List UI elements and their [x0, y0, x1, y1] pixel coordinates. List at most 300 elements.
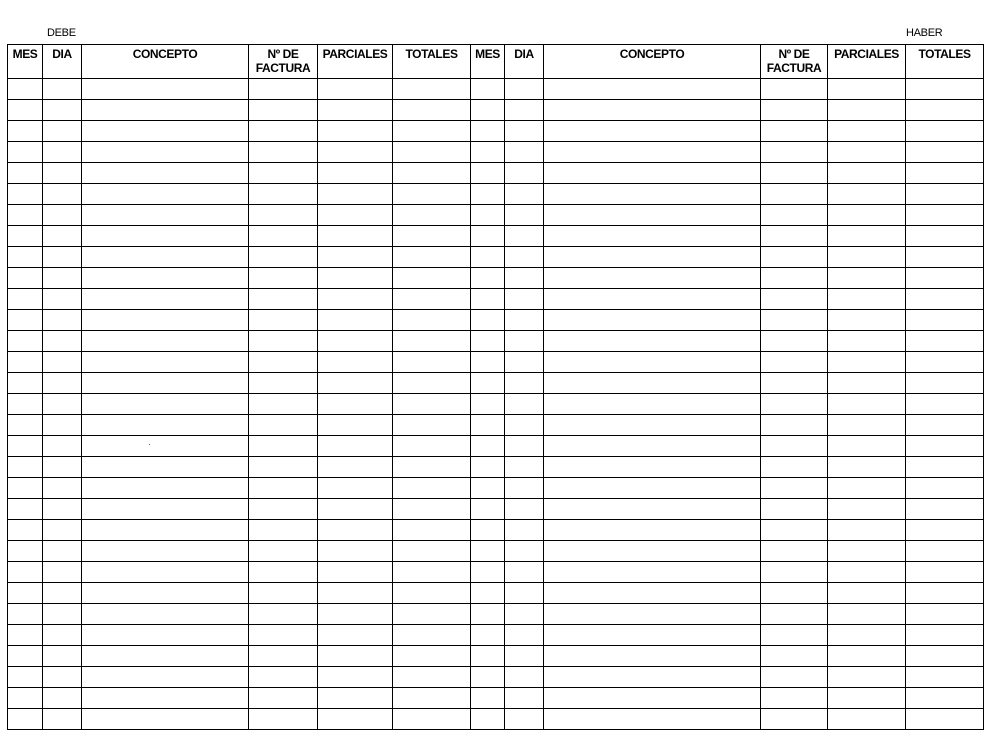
table-cell[interactable] [318, 436, 393, 457]
table-cell[interactable] [471, 625, 505, 646]
table-cell[interactable] [906, 520, 984, 541]
table-cell[interactable] [8, 289, 43, 310]
table-cell[interactable] [505, 436, 544, 457]
table-cell[interactable] [8, 268, 43, 289]
table-cell[interactable] [249, 478, 318, 499]
table-cell[interactable] [906, 121, 984, 142]
table-cell[interactable] [828, 226, 906, 247]
table-cell[interactable] [318, 163, 393, 184]
table-cell[interactable] [505, 457, 544, 478]
table-cell[interactable] [544, 100, 761, 121]
table-cell[interactable] [318, 604, 393, 625]
table-cell[interactable] [82, 394, 249, 415]
table-cell[interactable] [82, 226, 249, 247]
table-cell[interactable] [82, 583, 249, 604]
table-cell[interactable] [828, 709, 906, 730]
table-cell[interactable] [393, 415, 471, 436]
table-cell[interactable] [393, 394, 471, 415]
table-cell[interactable] [249, 709, 318, 730]
table-cell[interactable] [906, 562, 984, 583]
table-cell[interactable] [761, 562, 828, 583]
table-cell[interactable] [505, 604, 544, 625]
table-cell[interactable] [828, 394, 906, 415]
table-cell[interactable] [761, 604, 828, 625]
table-cell[interactable] [471, 79, 505, 100]
table-cell[interactable] [82, 667, 249, 688]
table-cell[interactable] [249, 289, 318, 310]
table-cell[interactable] [828, 457, 906, 478]
table-cell[interactable] [544, 352, 761, 373]
table-cell[interactable] [43, 499, 82, 520]
table-cell[interactable] [393, 709, 471, 730]
table-cell[interactable] [544, 226, 761, 247]
table-cell[interactable] [249, 142, 318, 163]
table-cell[interactable] [43, 226, 82, 247]
table-cell[interactable] [8, 100, 43, 121]
table-cell[interactable] [393, 457, 471, 478]
table-cell[interactable] [393, 646, 471, 667]
table-cell[interactable] [393, 79, 471, 100]
table-cell[interactable] [318, 184, 393, 205]
table-cell[interactable] [43, 121, 82, 142]
table-cell[interactable] [761, 688, 828, 709]
table-cell[interactable] [828, 268, 906, 289]
table-cell[interactable] [318, 667, 393, 688]
table-cell[interactable] [505, 289, 544, 310]
table-cell[interactable] [82, 79, 249, 100]
table-cell[interactable] [544, 562, 761, 583]
table-cell[interactable] [828, 646, 906, 667]
table-cell[interactable] [761, 163, 828, 184]
table-cell[interactable] [318, 121, 393, 142]
table-cell[interactable] [828, 163, 906, 184]
table-cell[interactable] [318, 625, 393, 646]
table-cell[interactable] [471, 310, 505, 331]
table-cell[interactable] [828, 499, 906, 520]
table-cell[interactable] [393, 436, 471, 457]
table-cell[interactable] [471, 520, 505, 541]
table-cell[interactable] [8, 457, 43, 478]
table-cell[interactable] [544, 79, 761, 100]
table-cell[interactable] [8, 163, 43, 184]
table-cell[interactable] [249, 184, 318, 205]
table-cell[interactable] [828, 604, 906, 625]
table-cell[interactable] [249, 121, 318, 142]
table-cell[interactable] [393, 100, 471, 121]
table-cell[interactable] [828, 184, 906, 205]
table-cell[interactable] [43, 478, 82, 499]
table-cell[interactable] [249, 541, 318, 562]
table-cell[interactable] [82, 247, 249, 268]
table-cell[interactable] [8, 205, 43, 226]
table-cell[interactable] [393, 268, 471, 289]
table-cell[interactable] [471, 142, 505, 163]
table-cell[interactable] [249, 268, 318, 289]
table-cell[interactable] [761, 457, 828, 478]
table-cell[interactable] [249, 79, 318, 100]
table-cell[interactable] [828, 478, 906, 499]
table-cell[interactable] [505, 709, 544, 730]
table-cell[interactable] [82, 373, 249, 394]
table-cell[interactable] [249, 226, 318, 247]
table-cell[interactable] [43, 688, 82, 709]
table-cell[interactable] [249, 646, 318, 667]
table-cell[interactable] [505, 184, 544, 205]
table-cell[interactable] [471, 268, 505, 289]
table-cell[interactable] [318, 268, 393, 289]
table-cell[interactable] [249, 583, 318, 604]
table-cell[interactable] [505, 646, 544, 667]
table-cell[interactable] [43, 268, 82, 289]
table-cell[interactable] [8, 331, 43, 352]
table-cell[interactable] [318, 100, 393, 121]
table-cell[interactable] [471, 121, 505, 142]
table-cell[interactable] [8, 625, 43, 646]
table-cell[interactable] [82, 352, 249, 373]
table-cell[interactable] [82, 625, 249, 646]
table-cell[interactable] [761, 226, 828, 247]
table-cell[interactable] [318, 79, 393, 100]
table-cell[interactable] [544, 688, 761, 709]
table-cell[interactable] [544, 478, 761, 499]
table-cell[interactable] [471, 436, 505, 457]
table-cell[interactable] [906, 688, 984, 709]
table-cell[interactable] [828, 205, 906, 226]
table-cell[interactable] [828, 247, 906, 268]
table-cell[interactable] [43, 541, 82, 562]
table-cell[interactable] [82, 184, 249, 205]
table-cell[interactable] [82, 310, 249, 331]
table-cell[interactable] [544, 184, 761, 205]
table-cell[interactable] [544, 268, 761, 289]
table-cell[interactable] [761, 520, 828, 541]
table-cell[interactable] [505, 310, 544, 331]
table-cell[interactable] [318, 688, 393, 709]
table-cell[interactable] [471, 457, 505, 478]
table-cell[interactable] [8, 604, 43, 625]
table-cell[interactable] [761, 436, 828, 457]
table-cell[interactable] [505, 142, 544, 163]
table-cell[interactable] [544, 247, 761, 268]
table-cell[interactable] [249, 205, 318, 226]
table-cell[interactable] [906, 79, 984, 100]
table-cell[interactable] [82, 121, 249, 142]
table-cell[interactable] [8, 667, 43, 688]
table-cell[interactable] [8, 646, 43, 667]
table-cell[interactable] [544, 583, 761, 604]
table-cell[interactable] [505, 163, 544, 184]
table-cell[interactable] [505, 352, 544, 373]
table-cell[interactable] [8, 184, 43, 205]
table-cell[interactable] [906, 373, 984, 394]
table-cell[interactable] [761, 394, 828, 415]
table-cell[interactable] [43, 289, 82, 310]
table-cell[interactable] [82, 100, 249, 121]
table-cell[interactable] [471, 352, 505, 373]
table-cell[interactable] [8, 583, 43, 604]
table-cell[interactable] [249, 562, 318, 583]
table-cell[interactable] [393, 289, 471, 310]
table-cell[interactable] [318, 142, 393, 163]
table-cell[interactable] [906, 268, 984, 289]
table-cell[interactable] [505, 415, 544, 436]
table-cell[interactable] [544, 142, 761, 163]
table-cell[interactable] [8, 247, 43, 268]
table-cell[interactable] [8, 520, 43, 541]
table-cell[interactable] [249, 667, 318, 688]
table-cell[interactable] [906, 415, 984, 436]
table-cell[interactable] [471, 646, 505, 667]
table-cell[interactable] [828, 100, 906, 121]
table-cell[interactable] [249, 688, 318, 709]
table-cell[interactable] [43, 205, 82, 226]
table-cell[interactable] [43, 163, 82, 184]
table-cell[interactable] [8, 709, 43, 730]
table-cell[interactable] [82, 415, 249, 436]
table-cell[interactable] [828, 625, 906, 646]
table-cell[interactable] [544, 163, 761, 184]
table-cell[interactable] [761, 499, 828, 520]
table-cell[interactable] [505, 268, 544, 289]
table-cell[interactable] [82, 499, 249, 520]
table-cell[interactable] [43, 415, 82, 436]
table-cell[interactable] [393, 562, 471, 583]
table-cell[interactable] [82, 142, 249, 163]
table-cell[interactable] [761, 79, 828, 100]
table-cell[interactable] [8, 541, 43, 562]
table-cell[interactable] [43, 646, 82, 667]
table-cell[interactable] [249, 247, 318, 268]
table-cell[interactable] [828, 541, 906, 562]
table-cell[interactable] [43, 79, 82, 100]
table-cell[interactable] [505, 79, 544, 100]
table-cell[interactable] [906, 541, 984, 562]
table-cell[interactable] [8, 415, 43, 436]
table-cell[interactable] [544, 625, 761, 646]
table-cell[interactable] [471, 184, 505, 205]
table-cell[interactable] [828, 520, 906, 541]
table-cell[interactable] [906, 142, 984, 163]
table-cell[interactable] [828, 331, 906, 352]
table-cell[interactable] [471, 247, 505, 268]
table-cell[interactable] [471, 688, 505, 709]
table-cell[interactable] [471, 667, 505, 688]
table-cell[interactable] [43, 604, 82, 625]
table-cell[interactable] [544, 520, 761, 541]
table-cell[interactable] [906, 100, 984, 121]
table-cell[interactable] [43, 310, 82, 331]
table-cell[interactable] [249, 625, 318, 646]
table-cell[interactable] [544, 541, 761, 562]
table-cell[interactable] [544, 646, 761, 667]
table-cell[interactable] [8, 79, 43, 100]
table-cell[interactable] [43, 709, 82, 730]
table-cell[interactable] [82, 562, 249, 583]
table-cell[interactable] [82, 163, 249, 184]
table-cell[interactable] [544, 394, 761, 415]
table-cell[interactable] [544, 436, 761, 457]
table-cell[interactable] [82, 520, 249, 541]
table-cell[interactable] [471, 394, 505, 415]
table-cell[interactable] [318, 541, 393, 562]
table-cell[interactable] [8, 499, 43, 520]
table-cell[interactable] [828, 583, 906, 604]
table-cell[interactable] [906, 331, 984, 352]
table-cell[interactable] [544, 205, 761, 226]
table-cell[interactable] [761, 247, 828, 268]
table-cell[interactable] [471, 583, 505, 604]
table-cell[interactable] [544, 310, 761, 331]
table-cell[interactable] [249, 163, 318, 184]
table-cell[interactable] [505, 478, 544, 499]
table-cell[interactable] [505, 100, 544, 121]
table-cell[interactable] [544, 499, 761, 520]
table-cell[interactable] [828, 667, 906, 688]
table-cell[interactable] [761, 268, 828, 289]
table-cell[interactable] [82, 688, 249, 709]
table-cell[interactable] [828, 562, 906, 583]
table-cell[interactable] [471, 478, 505, 499]
table-cell[interactable] [471, 373, 505, 394]
table-cell[interactable] [828, 352, 906, 373]
table-cell[interactable] [318, 499, 393, 520]
table-cell[interactable] [318, 562, 393, 583]
table-cell[interactable] [393, 352, 471, 373]
table-cell[interactable] [761, 709, 828, 730]
table-cell[interactable] [318, 709, 393, 730]
table-cell[interactable] [318, 289, 393, 310]
table-cell[interactable] [471, 226, 505, 247]
table-cell[interactable] [393, 520, 471, 541]
table-cell[interactable] [906, 667, 984, 688]
table-cell[interactable] [82, 205, 249, 226]
table-cell[interactable] [8, 142, 43, 163]
table-cell[interactable] [393, 331, 471, 352]
table-cell[interactable] [471, 709, 505, 730]
table-cell[interactable] [393, 184, 471, 205]
table-cell[interactable] [318, 415, 393, 436]
table-cell[interactable] [43, 184, 82, 205]
table-cell[interactable] [828, 436, 906, 457]
table-cell[interactable] [828, 121, 906, 142]
table-cell[interactable] [82, 478, 249, 499]
table-cell[interactable] [318, 520, 393, 541]
table-cell[interactable] [82, 709, 249, 730]
table-cell[interactable] [318, 478, 393, 499]
table-cell[interactable] [906, 289, 984, 310]
table-cell[interactable] [318, 373, 393, 394]
table-cell[interactable] [8, 310, 43, 331]
table-cell[interactable] [8, 352, 43, 373]
table-cell[interactable] [43, 625, 82, 646]
table-cell[interactable] [505, 667, 544, 688]
table-cell[interactable] [393, 583, 471, 604]
table-cell[interactable] [544, 604, 761, 625]
table-cell[interactable] [906, 478, 984, 499]
table-cell[interactable] [318, 226, 393, 247]
table-cell[interactable] [906, 184, 984, 205]
table-cell[interactable] [43, 352, 82, 373]
table-cell[interactable] [82, 646, 249, 667]
table-cell[interactable] [8, 688, 43, 709]
table-cell[interactable] [249, 331, 318, 352]
table-cell[interactable] [393, 142, 471, 163]
table-cell[interactable] [43, 100, 82, 121]
table-cell[interactable] [393, 226, 471, 247]
table-cell[interactable] [393, 541, 471, 562]
table-cell[interactable] [393, 604, 471, 625]
table-cell[interactable] [393, 373, 471, 394]
table-cell[interactable] [249, 520, 318, 541]
table-cell[interactable] [505, 373, 544, 394]
table-cell[interactable] [906, 310, 984, 331]
table-cell[interactable] [828, 289, 906, 310]
table-cell[interactable] [828, 142, 906, 163]
table-cell[interactable] [8, 436, 43, 457]
table-cell[interactable] [249, 100, 318, 121]
table-cell[interactable] [43, 247, 82, 268]
table-cell[interactable] [505, 688, 544, 709]
table-cell[interactable] [471, 289, 505, 310]
table-cell[interactable] [393, 247, 471, 268]
table-cell[interactable] [318, 331, 393, 352]
table-cell[interactable] [318, 457, 393, 478]
table-cell[interactable] [82, 331, 249, 352]
table-cell[interactable] [761, 100, 828, 121]
table-cell[interactable] [505, 625, 544, 646]
table-cell[interactable] [8, 226, 43, 247]
table-cell[interactable] [249, 310, 318, 331]
table-cell[interactable] [544, 457, 761, 478]
table-cell[interactable] [761, 184, 828, 205]
table-cell[interactable] [505, 583, 544, 604]
table-cell[interactable] [761, 625, 828, 646]
table-cell[interactable] [761, 142, 828, 163]
table-cell[interactable] [43, 436, 82, 457]
table-cell[interactable] [8, 394, 43, 415]
table-cell[interactable] [393, 121, 471, 142]
table-cell[interactable] [393, 205, 471, 226]
table-cell[interactable] [544, 373, 761, 394]
table-cell[interactable] [393, 478, 471, 499]
table-cell[interactable] [471, 205, 505, 226]
table-cell[interactable] [249, 436, 318, 457]
table-cell[interactable] [544, 667, 761, 688]
table-cell[interactable] [249, 457, 318, 478]
table-cell[interactable] [505, 541, 544, 562]
table-cell[interactable] [471, 541, 505, 562]
table-cell[interactable] [505, 499, 544, 520]
table-cell[interactable] [43, 583, 82, 604]
table-cell[interactable] [906, 352, 984, 373]
table-cell[interactable] [544, 121, 761, 142]
table-cell[interactable] [761, 478, 828, 499]
table-cell[interactable] [82, 604, 249, 625]
table-cell[interactable] [471, 331, 505, 352]
table-cell[interactable] [471, 100, 505, 121]
table-cell[interactable] [82, 457, 249, 478]
table-cell[interactable] [906, 646, 984, 667]
table-cell[interactable] [761, 583, 828, 604]
table-cell[interactable] [43, 667, 82, 688]
table-cell[interactable] [505, 331, 544, 352]
table-cell[interactable] [471, 415, 505, 436]
table-cell[interactable] [318, 310, 393, 331]
table-cell[interactable] [544, 709, 761, 730]
table-cell[interactable] [43, 394, 82, 415]
table-cell[interactable] [906, 625, 984, 646]
table-cell[interactable] [471, 163, 505, 184]
